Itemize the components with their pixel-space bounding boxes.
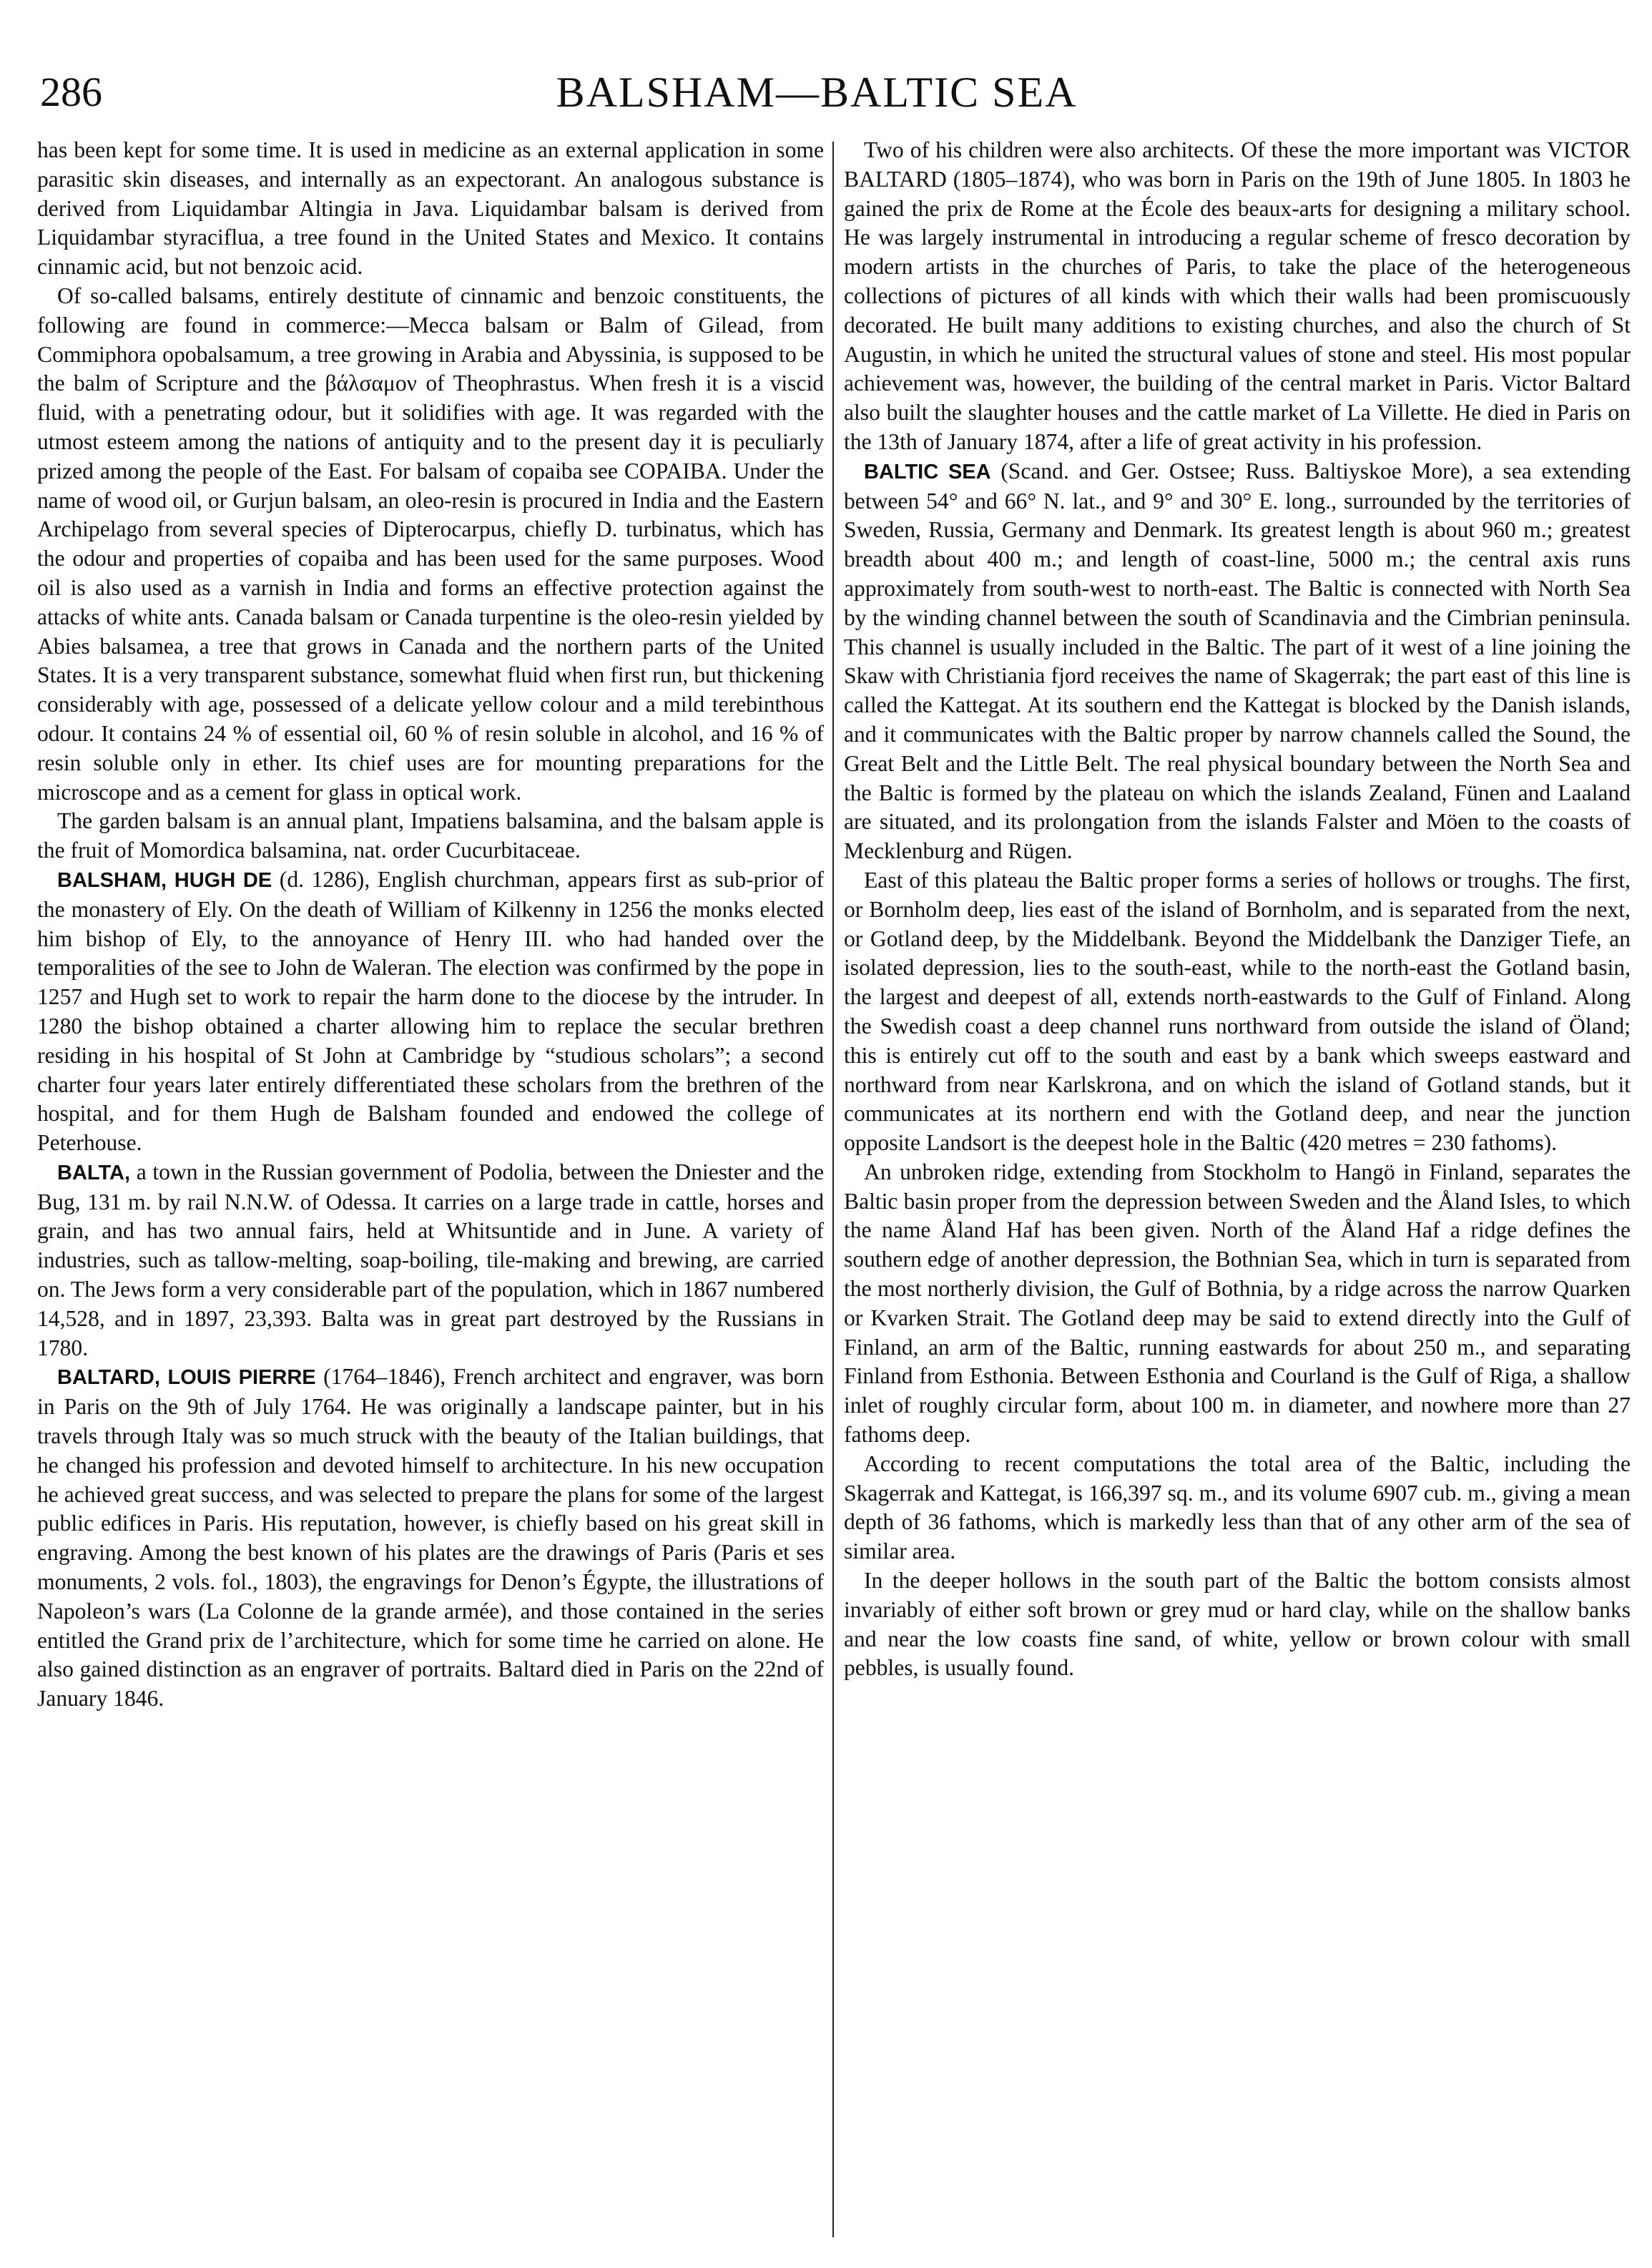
paragraph: According to recent computations the total area of the Baltic, including the Skagerrak and Kattegat, is 166,397 sq. m., and its volume 6907 cub. m., giving a mean depth of 36 fathoms, which is markedly less than that of any other arm of the sea of similar area. <box>844 1450 1631 1564</box>
entry-baltic-sea: BALTIC SEA (Scand. and Ger. Ostsee; Russ. Baltiyskoe More), a sea extending between 54° and 66° N. lat., and 9° and 30° E. long., surrounded by the territories of Sweden, Russia, Germany and Denmark. Its greatest length is about 960 m.; greatest breadth about 400 m.; and length of coast-line, 5000 m.; the central axis runs approximately from south-west to north-east. The Baltic is connected with North Sea by the winding channel between the south of Scandinavia and the Cimbrian peninsula. This channel is usually included in the Baltic. The part of it west of a line joining the Skaw with Christiania fjord receives the name of Skagerrak; the part east of this line is called the Kattegat. At its southern end the Kattegat is blocked by the Danish islands, and it communicates with the Baltic proper by narrow channels called the Sound, the Great Belt and the Little Belt. The real physical boundary between the North Sea and the Baltic is formed by the plateau on which the islands Zealand, Fünen and Laaland are situated, and its prolongation from the islands Falster and Möen to the coasts of Mecklenburg and Rügen. <box>844 458 1631 864</box>
page-number: 286 <box>40 69 102 115</box>
paragraph: An unbroken ridge, extending from Stockholm to Hangö in Finland, separates the Baltic basin proper from the depression between Sweden and the Åland Isles, to which the name Åland Haf has been given. North of the Åland Haf a ridge defines the southern edge of another depression, the Bothnian Sea, which in turn is separated from the most northerly division, the Gulf of Bothnia, by a ridge across the narrow Quarken or Kvarken Strait. The Gotland deep may be said to extend directly into the Gulf of Finland, an arm of the Baltic, running eastwards for about 250 m., and separating Finland from Esthonia. Between Esthonia and Courland is the Gulf of Riga, a shallow inlet of roughly circular form, about 100 m. in diameter, and nowhere more than 27 fathoms deep. <box>844 1159 1631 1448</box>
page-header <box>37 60 1596 124</box>
entry-headword: BALTIC SEA <box>864 460 991 483</box>
paragraph: The garden balsam is an annual plant, Impatiens balsamina, and the balsam apple is the fruit of Momordica balsamina, nat. order Cucurbitaceae. <box>37 808 824 863</box>
column-divider <box>832 142 834 2237</box>
paragraph: has been kept for some time. It is used in medicine as an external application in some parasitic skin diseases, and internally as an expectorant. An analogous substance is derived from Liquidambar Altingia in Java. Liquidambar balsam is derived from Liquidambar styraciflua, a tree found in the United States and Mexico. It contains cinnamic acid, but not benzoic acid. <box>37 137 824 280</box>
entry-baltard: BALTARD, LOUIS PIERRE (1764–1846), French architect and engraver, was born in Paris on the 9th of July 1764. He was originally a landscape painter, but in his travels through Italy was so much struck with the beauty of the Italian buildings, that he changed his profession and devoted himself to architecture. In his new occupation he achieved great success, and was selected to prepare the plans for some of the largest public edifices in Paris. His reputation, however, is chiefly based on his great skill in engraving. Among the best known of his plates are the drawings of Paris (Paris et ses monuments, 2 vols. fol., 1803), the engravings for Denon’s Égypte, the illustrations of Napoleon’s wars (La Colonne de la grande armée), and those contained in the series entitled the Grand prix de l’architecture, which for some time he carried on alone. He also gained distinction as an engraver of portraits. Baltard died in Paris on the 22nd of January 1846. <box>37 1364 824 1712</box>
right-column <box>844 136 1631 1683</box>
entry-headword: BALTARD, LOUIS PIERRE <box>57 1366 316 1390</box>
entry-headword: BALSHAM, HUGH DE <box>57 868 272 892</box>
entry-balta: BALTA, a town in the Russian government of Podolia, between the Dniester and the Bug, 131 m. by rail N.N.W. of Odessa. It carries on a large trade in cattle, horses and grain, and has two annual fairs, held at Whitsuntide and in June. A variety of industries, such as tallow-melting, soap-boiling, tile-making and brewing, are carried on. The Jews form a very considerable part of the population, which in 1867 numbered 14,528, and in 1897, 23,393. Balta was in great part destroyed by the Russians in 1780. <box>37 1159 824 1360</box>
left-column <box>37 136 824 1714</box>
paragraph: Of so-called balsams, entirely destitute of cinnamic and benzoic constituents, the following are found in commerce:—Mecca balsam or Balm of Gilead, from Commiphora opobalsamum, a tree growing in Arabia and Abyssinia, is supposed to be the balm of Scripture and the βάλσαμον of Theophrastus. When fresh it is a viscid fluid, with a penetrating odour, but it solidifies with age. It was regarded with the utmost esteem among the nations of antiquity and to the present day it is peculiarly prized among the people of the East. For balsam of copaiba see COPAIBA. Under the name of wood oil, or Gurjun balsam, an oleo-resin is procured in India and the Eastern Archipelago from several species of Dipterocarpus, chiefly D. turbinatus, which has the odour and properties of copaiba and has been used for the same purposes. Wood oil is also used as a varnish in India and forms an effective protection against the attacks of white ants. Canada balsam or Canada turpentine is the oleo-resin yielded by Abies balsamea, a tree that grows in Canada and the northern parts of the United States. It is a very transparent substance, somewhat fluid when first run, but thickening considerably with age, possessed of a delicate yellow colour and a mild terebinthous odour. It contains 24 % of essential oil, 60 % of resin soluble in alcohol, and 16 % of resin soluble only in ether. Its chief uses are for mounting preparations for the microscope and as a cement for glass in optical work. <box>37 283 824 805</box>
entry-balsham: BALSHAM, HUGH DE (d. 1286), English churchman, appears first as sub-prior of the monastery of Ely. On the death of William of Kilkenny in 1256 the monks elected him bishop of Ely, to the annoyance of Henry III. who had handed over the temporalities of the see to John de Waleran. The election was confirmed by the pope in 1257 and Hugh set to work to repair the harm done to the diocese by the intruder. In 1280 the bishop obtained a charter allowing him to replace the secular brethren residing in his hospital of St John at Cambridge by “studious scholars”; a second charter four years later entirely differentiated these scholars from the brethren of the hospital, and for them Hugh de Balsham founded and endowed the college of Peterhouse. <box>37 866 824 1156</box>
entry-headword: BALTA, <box>57 1161 131 1184</box>
paragraph: Two of his children were also architects. Of these the more important was VICTOR BALTARD (1805–1874), who was born in Paris on the 19th of June 1805. In 1803 he gained the prix de Rome at the École des beaux-arts for designing a military school. He was largely instrumental in introducing a regular scheme of fresco decoration by modern artists in the churches of Paris, to take the place of the heterogeneous collections of pictures of all kinds with which their walls had been promiscuously decorated. He built many additions to existing churches, and also the church of St Augustin, in which he united the structural values of stone and steel. His most popular achievement was, however, the building of the central market in Paris. Victor Baltard also built the slaughter houses and the cattle market of La Villette. He died in Paris on the 13th of January 1874, after a life of great activity in his profession. <box>844 137 1631 454</box>
running-title: BALSHAM—BALTIC SEA <box>556 69 1078 116</box>
paragraph: In the deeper hollows in the south part of the Baltic the bottom consists almost invariably of either soft brown or grey mud or hard clay, while on the shallow banks and near the low coasts fine sand, of white, yellow or brown colour with small pebbles, is usually found. <box>844 1568 1631 1681</box>
paragraph: East of this plateau the Baltic proper forms a series of hollows or troughs. The first, or Bornholm deep, lies east of the island of Bornholm, and is separated from the next, or Gotland deep, by the Middelbank. Beyond the Middelbank the Danziger Tiefe, an isolated depression, lies to the south-east, while to the north-east the Gotland basin, the largest and deepest of all, extends north-eastwards to the Gulf of Finland. Along the Swedish coast a deep channel runs northward from outside the island of Öland; this is entirely cut off to the south and east by a bank which sweeps eastward and northward from near Karlskrona, and on which the island of Gotland stands, but it communicates at its northern end with the Gotland deep, and near the junction opposite Landsort is the deepest hole in the Baltic (420 metres = 230 fathoms). <box>844 867 1631 1156</box>
